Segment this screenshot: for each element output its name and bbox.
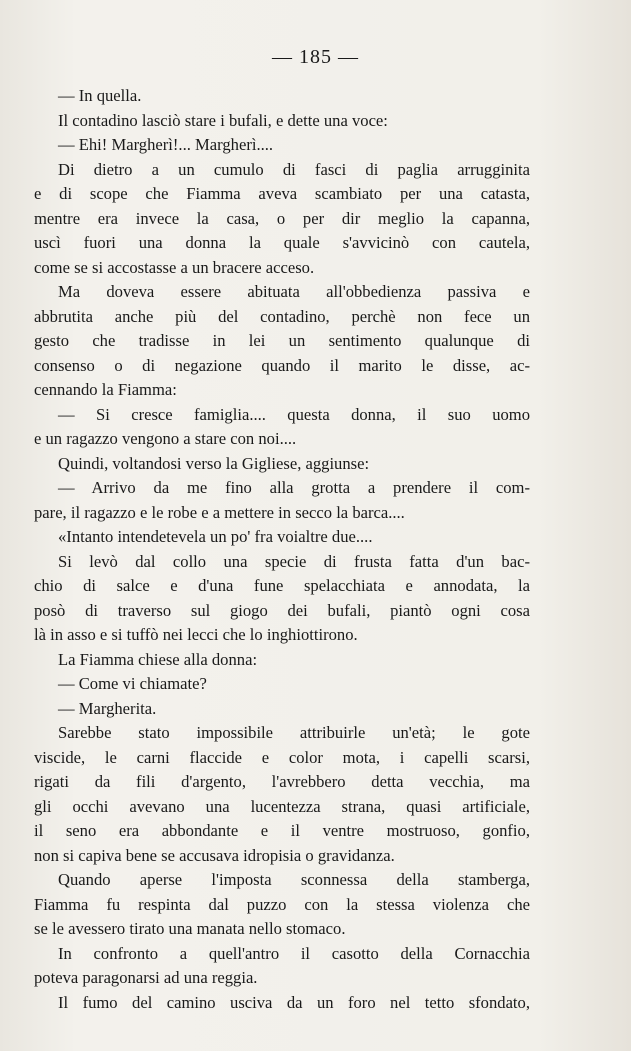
text-line: — Margherita. [58, 698, 157, 718]
text-line: uscì fuori una donna la quale s'avvicinò con cautela, [34, 233, 530, 252]
text-line: — Si cresce famiglia.... questa donna, il suo uomo [58, 404, 530, 424]
text-line: — In quella. [58, 86, 142, 105]
text-line: gesto che tradisse in lei un sentimento qualunque di [34, 331, 530, 350]
text-line: e un ragazzo vengono a stare con noi.... [34, 429, 297, 448]
text-line: non si capiva bene se accusava idropisia o gravidanza. [34, 845, 395, 865]
text-line: «Intanto intendetevela un po' fra voialtre due.... [58, 527, 373, 546]
text-line: Il contadino lasciò stare i bufali, e dette una voce: [58, 110, 388, 130]
text-line: gli occhi avevano una lucentezza strana, quasi artificiale, [34, 796, 530, 816]
text-line: Quando aperse l'imposta sconnessa della stamberga, [58, 870, 530, 889]
text-line: e di scope che Fiamma aveva scambiato per una catasta, [34, 184, 530, 203]
text-line: — Arrivo da me fino alla grotta a prendere il com- [58, 478, 530, 497]
text-line: là in asso e si tuffò nei lecci che lo inghiottirono. [34, 625, 358, 644]
text-line: Si levò dal collo una specie di frusta fatta d'un bac- [58, 551, 530, 571]
text-line: poteva paragonarsi ad una reggia. [34, 968, 258, 987]
text-line: abbrutita anche più del contadino, perchè non fece un [34, 306, 530, 326]
text-line: — Ehi! Margherì!... Margherì.... [58, 135, 274, 154]
text-line: consenso o di negazione quando il marito le disse, ac- [34, 355, 530, 375]
body-text [34, 84, 530, 1015]
text-line: In confronto a quell'antro il casotto della Cornacchia [58, 943, 530, 963]
text-line: — Come vi chiamate? [58, 674, 207, 693]
text-line: rigati da fili d'argento, l'avrebbero detta vecchia, ma [34, 772, 530, 791]
text-line: Di dietro a un cumulo di fasci di paglia arrugginita [58, 159, 530, 179]
text-line: Il fumo del camino usciva da un foro nel tetto sfondato, [58, 992, 530, 1012]
text-line: Sarebbe stato impossibile attribuirle un'età; le gote [58, 723, 530, 742]
text-line: chio di salce e d'una fune spelacchiata e annodata, la [34, 576, 530, 595]
text-line: come se si accostasse a un bracere acceso. [34, 257, 315, 277]
text-line: viscide, le carni flaccide e color mota, i capelli scarsi, [34, 747, 530, 767]
text-line: mentre era invece la casa, o per dir meglio la capanna, [34, 208, 530, 228]
text-line: posò di traverso sul giogo dei bufali, piantò ogni cosa [34, 600, 530, 620]
text-line: pare, il ragazzo e le robe e a mettere in secco la barca.... [34, 502, 405, 522]
text-line: il seno era abbondante e il ventre mostruoso, gonfio, [34, 821, 530, 840]
text-line: Ma doveva essere abituata all'obbedienza passiva e [58, 282, 530, 301]
text-line: se le avessero tirato una manata nello stomaco. [34, 919, 346, 938]
text-line: La Fiamma chiese alla donna: [58, 649, 258, 669]
text-line: Fiamma fu respinta dal puzzo con la stessa violenza che [34, 894, 530, 914]
text-line: Quindi, voltandosi verso la Gigliese, aggiunse: [58, 453, 370, 473]
page-number: — 185 — [272, 46, 359, 68]
text-line: cennando la Fiamma: [34, 380, 177, 399]
